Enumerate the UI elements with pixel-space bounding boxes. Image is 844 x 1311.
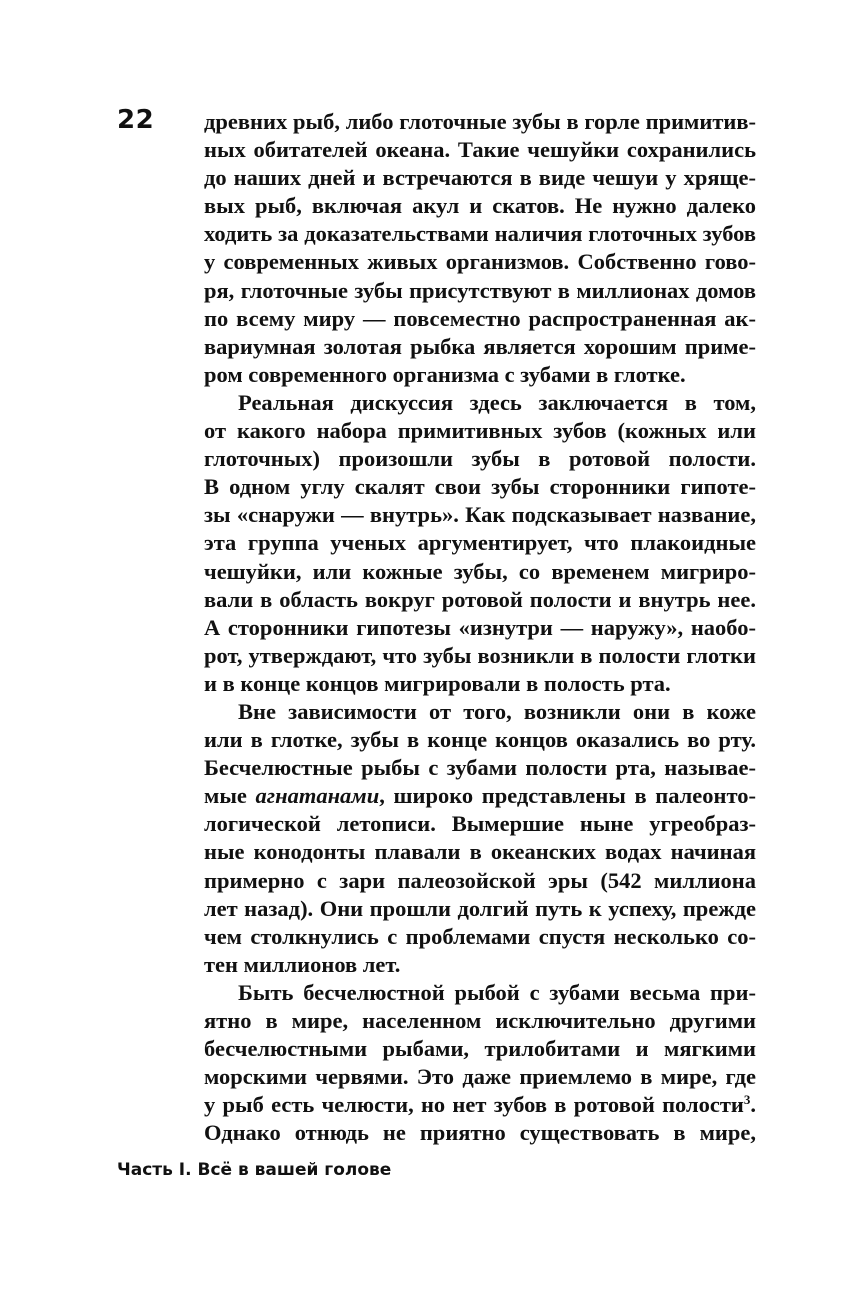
footnote-marker[interactable]: 3 [743, 1092, 751, 1108]
body-text [204, 108, 756, 1147]
paragraph-2 [204, 389, 756, 698]
italic-term: агнатанами [255, 783, 380, 809]
running-footer: Часть I. Всё в вашей голове [117, 1160, 392, 1180]
text-line: эта группа ученых аргументирует, что плакоидные [204, 530, 756, 556]
text-line: ные конодонты плавали в океанских водах начиная [204, 839, 756, 865]
text-line: зы «снаружи — внутрь». Как подсказывает название, [204, 502, 756, 528]
text-line: ных обитателей океана. Такие чешуйки сохранились [204, 137, 756, 163]
text-line: ря, глоточные зубы присутствуют в миллионах домов [204, 277, 756, 303]
paragraph-4 [204, 979, 756, 1148]
text-line: чем столкнулись с проблемами спустя несколько со- [204, 923, 756, 949]
text-line: В одном углу скалят свои зубы сторонники гипоте- [204, 474, 756, 500]
text-line: Однако отнюдь не приятно существовать в мире, [204, 1120, 756, 1146]
text-line: от какого набора примитивных зубов (кожных или [204, 418, 756, 444]
text-fragment: у рыб есть челюсти, но нет зубов в ротовой полости [204, 1092, 744, 1118]
text-line: морскими червями. Это даже приемлемо в мире, где [204, 1064, 756, 1090]
text-line: лет назад). Они прошли долгий путь к успеху, прежде [204, 895, 756, 921]
text-line: по всему миру — повсеместно распространенная ак- [204, 305, 756, 331]
text-line: вых рыб, включая акул и скатов. Не нужно далеко [204, 193, 756, 219]
text-line: бесчелюстными рыбами, трилобитами и мягкими [204, 1036, 756, 1062]
text-line: вали в область вокруг ротовой полости и внутрь нее. [204, 586, 756, 612]
text-line: логической летописи. Вымершие ныне угреобраз- [204, 811, 756, 837]
text-line: Бесчелюстные рыбы с зубами полости рта, называе- [204, 755, 756, 781]
text-line: ходить за доказательствами наличия глоточных зубов [204, 221, 756, 247]
text-line-with-term [204, 782, 756, 810]
paragraph-3 [204, 698, 756, 979]
text-line: глоточных) произошли зубы в ротовой полости. [204, 446, 756, 472]
text-line: вариумная золотая рыбка является хорошим приме- [204, 333, 756, 359]
text-line: древних рыб, либо глоточные зубы в горле примитив- [204, 109, 756, 134]
text-line: Быть бесчелюстной рыбой с зубами весьма при- [238, 979, 756, 1005]
text-line: тен миллионов лет. [204, 951, 401, 977]
text-line-with-footnote [204, 1091, 756, 1119]
text-line: у современных живых организмов. Собственно гово- [204, 249, 756, 275]
text-line: ятно в мире, населенном исключительно другими [204, 1008, 756, 1033]
text-line: Вне зависимости от того, возникли они в коже [238, 698, 756, 724]
text-line: или в глотке, зубы в конце концов оказались во рту. [204, 727, 756, 753]
text-fragment: , широко представлены в палеонто- [379, 783, 756, 809]
text-line: чешуйки, или кожные зубы, со временем мигриро- [204, 558, 756, 584]
paragraph-1 [204, 108, 756, 389]
text-line: и в конце концов мигрировали в полость рта. [204, 670, 671, 696]
text-line: до наших дней и встречаются в виде чешуи у хряще- [204, 165, 756, 191]
text-line: примерно с зари палеозойской эры (542 миллиона [204, 867, 756, 893]
text-line: рот, утверждают, что зубы возникли в полости глотки [204, 642, 756, 668]
text-fragment: . [750, 1092, 756, 1118]
text-line: ром современного организма с зубами в глотке. [204, 361, 686, 387]
page-number: 22 [117, 105, 155, 135]
text-line: Реальная дискуссия здесь заключается в том, [238, 389, 756, 415]
text-line: А сторонники гипотезы «изнутри — наружу», наобо- [204, 614, 756, 640]
text-fragment: мые [204, 783, 256, 809]
